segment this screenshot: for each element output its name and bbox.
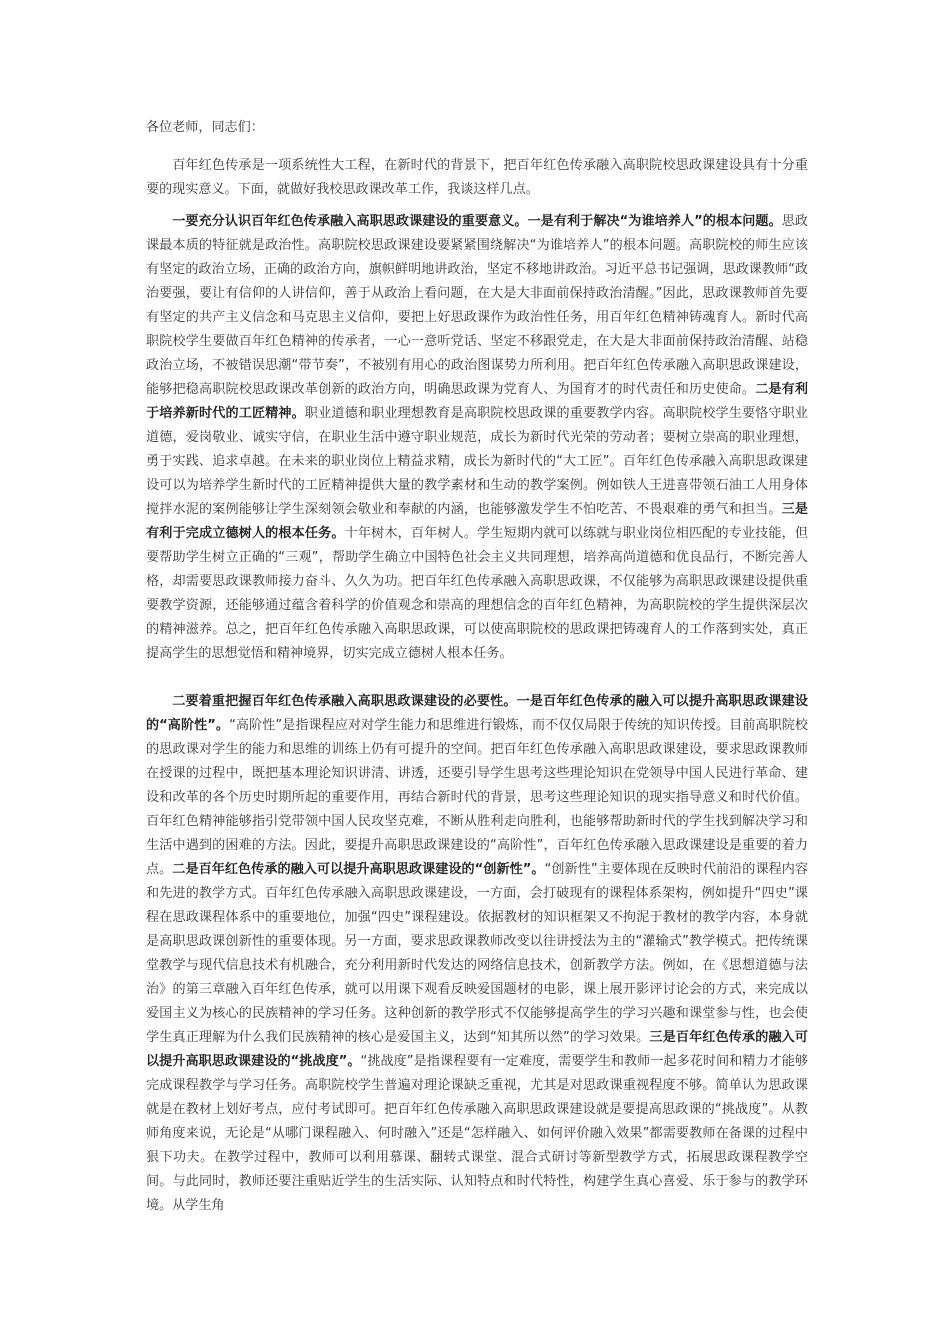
section-2-point-3-title: 三是百年红色传承的融入可以提升高职思政课建设的“挑战度”。 bbox=[146, 1030, 809, 1069]
section-2-point-2-title: 二是百年红色传承的融入可以提升高职思政课建设的“创新性”。 bbox=[172, 862, 545, 877]
section-1-point-3-title: 三是有利于完成立德树人的根本任务。 bbox=[146, 502, 809, 541]
section-2-heading: 二要着重把握百年红色传承融入高职思政课建设的必要性。 bbox=[172, 694, 517, 709]
intro-paragraph: 百年红色传承是一项系统性大工程，在新时代的背景下，把百年红色传承融入高职院校思政课建设具有十分重要的现实意义。下面，就做好我校思政课改革工作，我谈这样几点。 bbox=[146, 158, 808, 197]
section-2-point-1-title: 一是百年红色传承的融入可以提升高职思政课建设的“高阶性”。 bbox=[146, 694, 809, 733]
section-1-point-2-title: 二是有利于培养新时代的工匠精神。 bbox=[146, 382, 809, 421]
salutation: 各位老师，同志们： bbox=[146, 120, 264, 135]
section-1-point-1-title: 一是有利于解决“为谁培养人”的根本问题。 bbox=[527, 214, 782, 229]
section-2-paragraph bbox=[146, 690, 808, 1218]
section-1-paragraph bbox=[146, 210, 808, 666]
section-1-point-3-body: 十年树木，百年树人。学生短期内就可以练就与职业岗位相匹配的专业技能，但要帮助学生树立正确的“三观”，帮助学生确立中国特色社会主义共同理想，培养高尚道德和优良品行，不断完善人格，却需要思政课教师接力奋斗、久久为功。把百年红色传承融入高职思政课，不仅能够为高职思政课建设提供重要教学资源，还能够通过蕴含着科学的价值观念和崇高的理想信念的百年红色精神，为高职院校的学生提供深层次的精神滋养。总之，把百年红色传承融入高职思政课，可以使高职院校的思政课把铸魂育人的工作落到实处，真正提高学生的思想觉悟和精神境界，切实完成立德树人根本任务。 bbox=[146, 526, 809, 661]
section-1-point-1-body: 思政课最本质的特征就是政治性。高职院校思政课建设要紧紧围绕解决“为谁培养人”的根本问题。高职院校的师生应该有坚定的政治立场，正确的政治方向，旗帜鲜明地讲政治，坚定不移地讲政治。习近平总书记强调，思政课教师“政治要强，要让有信仰的人讲信仰，善于从政治上看问题，在大是大非面前保持政治清醒。”因此，思政课教师首先要有坚定的共产主义信念和马克思主义信仰，要把上好思政课作为政治性任务，用百年红色精神铸魂育人。新时代高职院校学生要做百年红色精神的传承者，一心一意听党话、坚定不移跟党走，在大是大非面前保持政治清醒、站稳政治立场，不被错误思潮“带节奏”，不被别有用心的政治图谋势力所利用。把百年红色传承融入高职思政课建设，能够把稳高职院校思政课改革创新的政治方向，明确思政课为党育人、为国育才的时代责任和历史使命。 bbox=[146, 214, 809, 397]
section-2-point-2-body: “创新性”主要体现在反映时代前沿的课程内容和先进的教学方式。百年红色传承融入高职思政课建设，一方面，会打破现有的课程体系架构，例如提升“四史”课程在思政课程体系中的重要地位，加强“四史”课程建设。依据教材的知识框架又不拘泥于教材的教学内容，本身就是高职思政课创新性的重要体现。另一方面，要求思政课教师改变以往讲授法为主的“灌输式”教学模式。把传统课堂教学与现代信息技术有机融合，充分利用新时代发达的网络信息技术，创新教学方法。例如，在《思想道德与法治》的第三章融入百年红色传承，就可以用课下观看反映爱国题材的电影，课上展开影评讨论会的方式，来完成以爱国主义为核心的民族精神的学习任务。这种创新的教学形式不仅能够提高学生的学习兴趣和课堂参与性，也会使学生真正理解为什么我们民族精神的核心是爱国主义，达到“知其所以然”的学习效果。 bbox=[146, 862, 808, 1045]
section-2-point-1-body: “高阶性”是指课程应对对学生能力和思维进行锻炼，而不仅仅局限于传统的知识传授。目前高职院校的思政课对学生的能力和思维的训练上仍有可提升的空间。把百年红色传承融入高职思政课建设，要求思政课教师在授课的过程中，既把基本理论知识讲清、讲透，还要引导学生思考这些理论知识在党领导中国人民进行革命、建设和改革的各个历史时期所起的重要作用，再结合新时代的背景，思考这些理论知识的现实指导意义和时代价值。百年红色精神能够指引党带领中国人民攻坚克难，不断从胜利走向胜利，也能够帮助新时代的学生找到解决学习和生活中遇到的困难的方法。因此，要提升高职思政课建设的“高阶性”，百年红色传承融入思政课建设是重要的着力点。 bbox=[146, 718, 808, 877]
section-2-point-3-body: “挑战度”是指课程要有一定难度，需要学生和教师一起多花时间和精力才能够完成课程教学与学习任务。高职院校学生普遍对理论课缺乏重视，尤其是对思政课重视程度不够。简单认为思政课就是在教材上划好考点，应付考试即可。把百年红色传承融入高职思政课建设就是要提高思政课的“挑战度”。从教师角度来说，无论是“从哪门课程融入、何时融入”还是“怎样融入、如何评价融入效果”都需要教师在备课的过程中狠下功夫。在教学过程中，教师可以利用慕课、翻转式课堂、混合式研讨等新型教学方式，拓展思政课程教学空间。与此同时，教师还要注重贴近学生的生活实际、认知特点和时代特性，构建学生真心喜爱、乐于参与的教学环境。从学生角 bbox=[146, 1054, 808, 1213]
section-1-point-2-body: 职业道德和职业理想教育是高职院校思政课的重要教学内容。高职院校学生要恪守职业道德，爱岗敬业、诚实守信，在职业生活中遵守职业规范，成长为新时代光荣的劳动者；要树立崇高的职业理想，勇于实践、追求卓越。在未来的职业岗位上精益求精，成长为新时代的“大工匠”。百年红色传承融入高职思政课建设可以为培养学生新时代的工匠精神提供大量的教学素材和生动的教学案例。例如铁人王进喜带领石油工人用身体搅拌水泥的案例能够让学生深刻领会敬业和奉献的内涵，也能够激发学生不怕吃苦、不畏艰难的勇气和担当。 bbox=[146, 406, 809, 517]
section-1-heading: 一要充分认识百年红色传承融入高职思政课建设的重要意义。 bbox=[172, 214, 528, 229]
